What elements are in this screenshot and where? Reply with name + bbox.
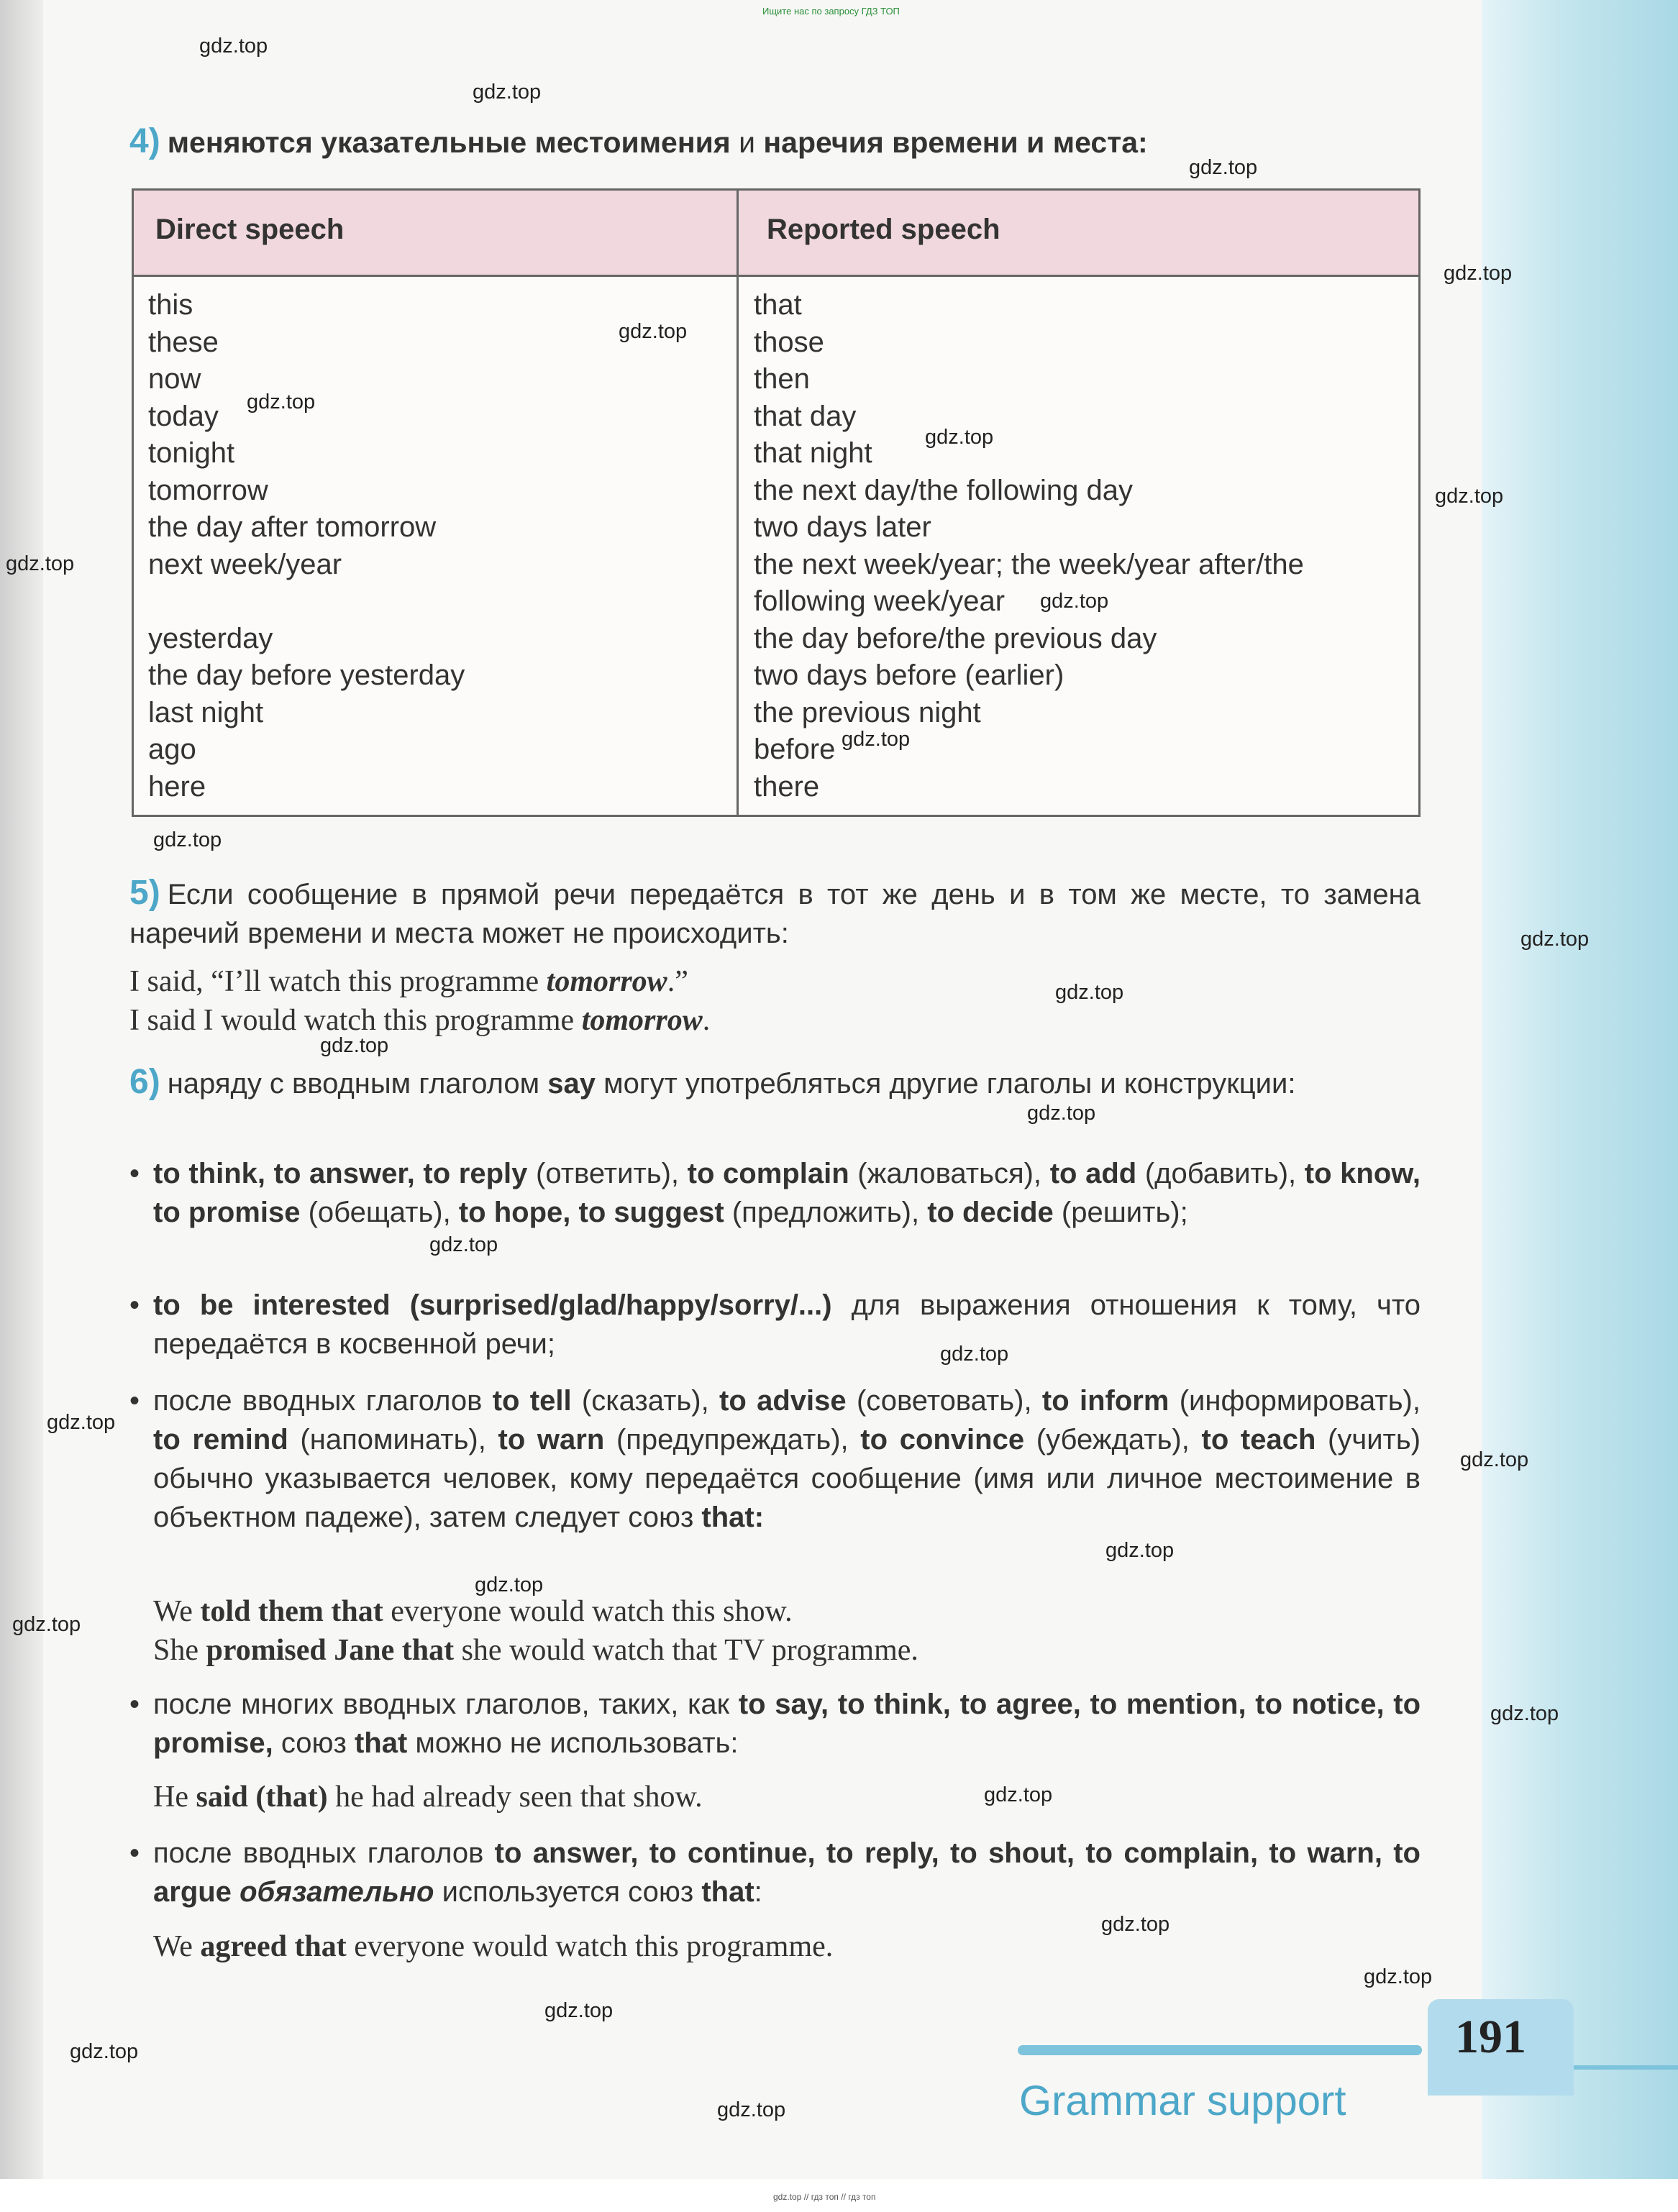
table-cell-direct: next week/year (148, 548, 342, 580)
watermark: gdz.top (1435, 485, 1504, 508)
verb: to inform (1041, 1385, 1169, 1417)
bullet-3 (129, 1381, 1421, 1537)
watermark: gdz.top (544, 1999, 614, 2022)
bullet-3-example-2 (153, 1631, 918, 1670)
watermark: gdz.top (1520, 928, 1590, 951)
bullet-5 (129, 1834, 1421, 1911)
verb: to add (1049, 1158, 1137, 1189)
gloss: используется союз (434, 1876, 702, 1908)
watermark: gdz.top (70, 2040, 139, 2063)
gloss: (убеждать), (1024, 1424, 1202, 1455)
watermark: gdz.top (1444, 262, 1513, 285)
table-cell-reported: the day before/the previous day (754, 622, 1157, 654)
emphasis: обязательно (240, 1876, 434, 1908)
table-cell-direct: the day after tomorrow (148, 511, 437, 543)
gloss: (решить); (1053, 1197, 1188, 1228)
section-6-text (129, 1063, 1421, 1103)
bullet-4-example (153, 1778, 703, 1816)
watermark: gdz.top (1040, 590, 1109, 613)
example-text: We (153, 1595, 201, 1628)
gloss: (обещать), (300, 1197, 459, 1228)
watermark: gdz.top (925, 426, 994, 449)
section-4-text-bold2: наречия времени и места: (763, 126, 1148, 159)
gloss: после вводных глаголов (153, 1837, 495, 1869)
watermark: gdz.top (619, 320, 688, 343)
gloss: для выражения отношения к тому, что передаётся в косвенной речи; (153, 1289, 1421, 1360)
table-cell-direct: today (148, 400, 219, 432)
watermark: gdz.top (1101, 1913, 1170, 1936)
bottom-note: gdz.top // гдз топ // гдз топ (773, 2192, 876, 2202)
construction: to be interested (surprised/glad/happy/sorry/...) (153, 1289, 832, 1321)
gloss: (предложить), (724, 1197, 928, 1228)
table-cell-reported: then (754, 363, 810, 395)
table-cell-reported: following week/year (754, 585, 1006, 617)
verb: to think, to answer, to reply (153, 1158, 528, 1189)
table-cell-direct: now (148, 363, 201, 395)
table-cell-reported: two days later (754, 511, 931, 543)
gloss: после многих вводных глаголов, таких, как (153, 1688, 739, 1720)
example-emphasis: said (that) (196, 1781, 328, 1814)
footer-bar (1018, 2045, 1422, 2055)
table-column-direct (148, 287, 465, 805)
verb: to convince (860, 1424, 1025, 1455)
example-text: he had already seen that show. (327, 1781, 703, 1814)
watermark: gdz.top (473, 81, 542, 104)
table-column-divider (737, 191, 739, 815)
gloss: (советовать), (846, 1385, 1042, 1417)
speech-conversion-table (132, 188, 1421, 817)
gloss: (сказать), (571, 1385, 720, 1417)
watermark: gdz.top (1027, 1102, 1096, 1125)
table-cell-direct: these (148, 326, 219, 358)
gloss: (ответить), (527, 1158, 688, 1189)
bullet-5-example (153, 1927, 833, 1966)
bullet-mark: • (129, 1688, 140, 1720)
example-emphasis: tomorrow (546, 965, 667, 998)
watermark: gdz.top (717, 2098, 786, 2121)
verb: to advise (719, 1385, 847, 1417)
verb: to remind (153, 1424, 288, 1455)
bullet-3-text (129, 1381, 1421, 1537)
conjunction: that: (701, 1502, 765, 1533)
verb: to decide (927, 1197, 1054, 1228)
section-5-example-1 (129, 962, 688, 1001)
watermark: gdz.top (47, 1411, 116, 1434)
section-6-keyword: say (547, 1068, 596, 1100)
watermark: gdz.top (984, 1783, 1053, 1806)
side-color-band (1482, 0, 1678, 2212)
watermark: gdz.top (6, 552, 75, 575)
bullet-mark: • (129, 1385, 140, 1417)
table-cell-reported: there (754, 770, 820, 803)
table-cell-reported: the next day/the following day (754, 474, 1134, 506)
section-4-text-plain: и (730, 126, 764, 159)
example-text: everyone would watch this show. (383, 1595, 793, 1628)
example-emphasis: agreed that (200, 1930, 347, 1963)
section-5-body: Если сообщение в прямой речи передаётся в тот же день и в том же месте, то замена наречий времени и места может не происходить: (129, 879, 1421, 949)
verb: to teach (1201, 1424, 1316, 1455)
bullet-1-text (129, 1154, 1421, 1232)
table-column-reported (754, 287, 1304, 805)
watermark: gdz.top (320, 1034, 389, 1057)
verb: to hope, to suggest (458, 1197, 724, 1228)
table-header-reported: Reported speech (767, 214, 1000, 245)
section-6-body: могут употребляться другие глаголы и конструкции: (596, 1068, 1296, 1100)
example-text: We (153, 1930, 201, 1963)
table-cell-direct: tomorrow (148, 474, 268, 506)
watermark: gdz.top (1364, 1965, 1433, 1988)
example-text: He (153, 1781, 196, 1814)
watermark: gdz.top (247, 390, 316, 413)
verb: to know, to promise (153, 1158, 1421, 1228)
section-5-text (129, 874, 1421, 953)
table-cell-reported: those (754, 326, 824, 358)
example-text: I said I would watch this programme (129, 1004, 582, 1037)
table-cell-reported: the previous night (754, 696, 981, 728)
example-text: everyone would watch this programme. (346, 1930, 834, 1963)
page-number: 191 (1455, 2011, 1526, 2063)
top-note: Ищите нас по запросу ГДЗ ТОП (762, 6, 900, 17)
section-6-body: наряду с вводным глаголом (167, 1068, 548, 1100)
verb: to warn (498, 1424, 605, 1455)
gloss: (добавить), (1136, 1158, 1305, 1189)
watermark: gdz.top (12, 1613, 81, 1636)
table-cell-direct: here (148, 770, 206, 803)
watermark: gdz.top (940, 1343, 1009, 1366)
bullet-2 (129, 1286, 1421, 1363)
example-emphasis: tomorrow (581, 1004, 703, 1037)
table-cell-direct: yesterday (148, 622, 273, 654)
example-emphasis: promised Jane that (206, 1634, 455, 1667)
table-cell-direct: tonight (148, 437, 235, 469)
gloss: союз (273, 1727, 355, 1759)
watermark: gdz.top (475, 1573, 544, 1596)
table-cell-direct: ago (148, 733, 196, 765)
conjunction: that (354, 1727, 408, 1759)
table-cell-reported: that day (754, 400, 857, 432)
bullet-mark: • (129, 1837, 140, 1869)
gloss: : (754, 1876, 762, 1908)
table-cell-reported: the next week/year; the week/year after/the (754, 548, 1304, 580)
gloss: (напоминать), (288, 1424, 498, 1455)
section-4-text-bold1: меняются указательные местоимения (167, 126, 731, 159)
example-text: I said, “I’ll watch this programme (129, 965, 547, 998)
table-header-direct: Direct speech (155, 214, 345, 245)
example-text: She (153, 1634, 206, 1667)
bullet-mark: • (129, 1158, 140, 1189)
conjunction: that (701, 1876, 754, 1908)
bullet-4 (129, 1685, 1421, 1763)
watermark: gdz.top (1105, 1539, 1175, 1562)
example-text: she would watch that TV programme. (454, 1634, 918, 1667)
table-cell-reported: two days before (earlier) (754, 659, 1064, 691)
watermark: gdz.top (429, 1233, 498, 1256)
gloss: (предупреждать), (604, 1424, 861, 1455)
table-cell-reported: that (754, 289, 802, 321)
example-text: .” (667, 965, 688, 998)
watermark: gdz.top (199, 35, 268, 58)
bullet-3-example-1 (153, 1592, 793, 1631)
bullet-2-text (129, 1286, 1421, 1363)
verb: to tell (492, 1385, 572, 1417)
bullet-1 (129, 1154, 1421, 1232)
table-cell-direct (148, 583, 465, 621)
verb: to answer, to continue, to reply, to shout, to complain, to warn, to argue (153, 1837, 1421, 1908)
table-cell-direct: this (148, 289, 193, 321)
section-4-number: 4) (129, 122, 160, 160)
gloss: (учить) обычно указывается человек, кому передаётся сообщение (имя или личное местоимение в объектном падеже), затем следует союз (153, 1424, 1421, 1533)
gloss: (жаловаться), (849, 1158, 1050, 1189)
bullet-4-text (129, 1685, 1421, 1763)
watermark: gdz.top (842, 728, 911, 751)
watermark: gdz.top (1460, 1448, 1529, 1471)
watermark: gdz.top (1189, 156, 1258, 179)
page-binding-shadow (0, 0, 43, 2212)
example-emphasis: told them that (200, 1595, 383, 1628)
section-4-heading (129, 121, 1148, 163)
bullet-5-text (129, 1834, 1421, 1911)
gloss: после вводных глаголов (153, 1385, 493, 1417)
verb: to complain (687, 1158, 849, 1189)
watermark: gdz.top (1490, 1702, 1559, 1725)
watermark: gdz.top (153, 828, 222, 851)
section-5-number: 5) (129, 874, 160, 912)
table-cell-direct: last night (148, 696, 264, 728)
example-text: . (702, 1004, 711, 1037)
section-5-example-2 (129, 1001, 710, 1040)
gloss (232, 1876, 240, 1908)
table-cell-direct: the day before yesterday (148, 659, 465, 691)
gloss: можно не использовать: (407, 1727, 739, 1759)
section-6-number: 6) (129, 1063, 160, 1101)
gloss: (информировать), (1169, 1385, 1421, 1417)
bullet-mark: • (129, 1289, 140, 1321)
watermark: gdz.top (1055, 981, 1124, 1004)
verb: to say, to think, to agree, to mention, to notice, to promise, (153, 1688, 1421, 1759)
section-title: Grammar support (1019, 2078, 1346, 2124)
table-cell-reported: before (754, 733, 836, 765)
table-cell-reported: that night (754, 437, 872, 469)
